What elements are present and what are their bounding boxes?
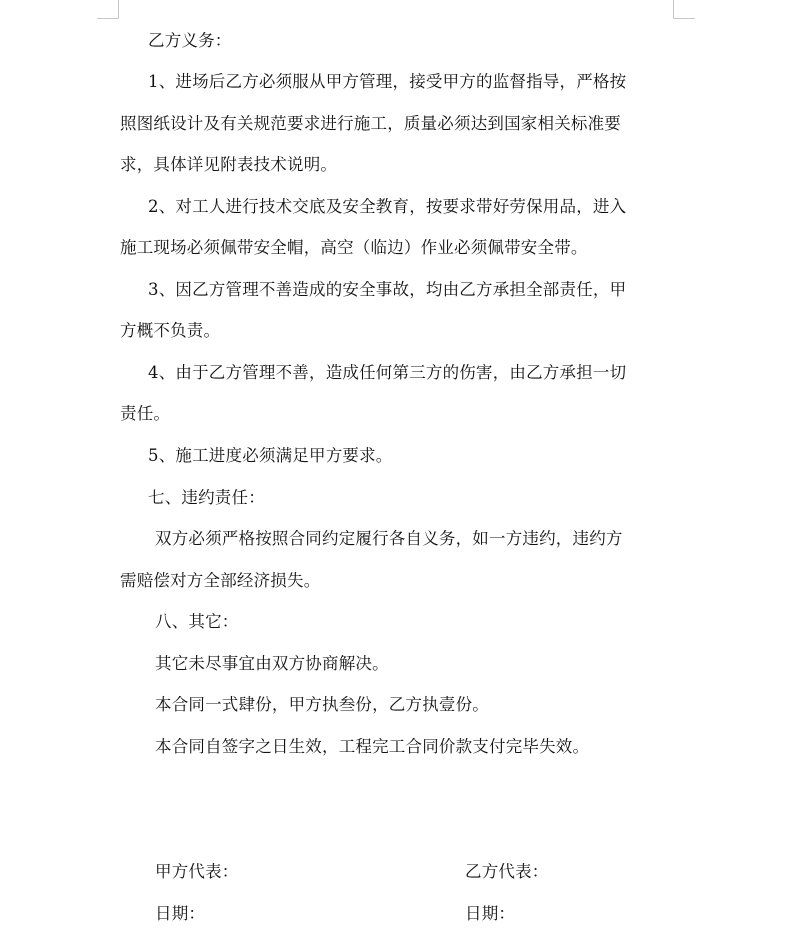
crop-mark-top-right-horizontal: [673, 18, 695, 19]
party-b-date-label: 日期：: [465, 904, 516, 923]
crop-mark-top-left-horizontal: [97, 18, 119, 19]
paragraph-line: 1、进场后乙方必须服从甲方管理，接受甲方的监督指导，严格按: [148, 72, 627, 91]
party-b-representative-label: 乙方代表：: [465, 862, 549, 881]
paragraph-line: 求，具体详见附表技术说明。: [120, 155, 338, 174]
paragraph-line: 本合同一式肆份，甲方执叁份，乙方执壹份。: [155, 695, 489, 714]
paragraph-line: 施工现场必须佩带安全帽，高空（临边）作业必须佩带安全带。: [120, 238, 588, 257]
paragraph-line: 3、因乙方管理不善造成的安全事故，均由乙方承担全部责任，甲: [148, 280, 627, 299]
paragraph-line: 2、对工人进行技术交底及安全教育，按要求带好劳保用品，进入: [148, 197, 627, 216]
paragraph-line: 本合同自签字之日生效，工程完工合同价款支付完毕失效。: [155, 737, 590, 756]
section-heading-party-b-obligations: 乙方义务：: [148, 31, 232, 50]
paragraph-line: 方概不负责。: [120, 321, 221, 340]
paragraph-line: 4、由于乙方管理不善，造成任何第三方的伤害，由乙方承担一切: [148, 363, 627, 382]
crop-mark-top-right-vertical: [673, 0, 674, 19]
paragraph-line: 5、施工进度必须满足甲方要求。: [148, 446, 393, 465]
section-heading-other: 八、其它：: [155, 612, 239, 631]
paragraph-line: 其它未尽事宜由双方协商解决。: [155, 654, 389, 673]
party-a-date-label: 日期：: [155, 904, 206, 923]
paragraph-line: 双方必须严格按照合同约定履行各自义务，如一方违约，违约方: [155, 529, 623, 548]
section-heading-breach-liability: 七、违约责任：: [148, 488, 265, 507]
paragraph-line: 需赔偿对方全部经济损失。: [120, 571, 321, 590]
paragraph-line: 责任。: [120, 404, 171, 423]
crop-mark-top-left-vertical: [118, 0, 119, 19]
party-a-representative-label: 甲方代表：: [155, 862, 239, 881]
paragraph-line: 照图纸设计及有关规范要求进行施工，质量必须达到国家相关标准要: [120, 114, 621, 133]
